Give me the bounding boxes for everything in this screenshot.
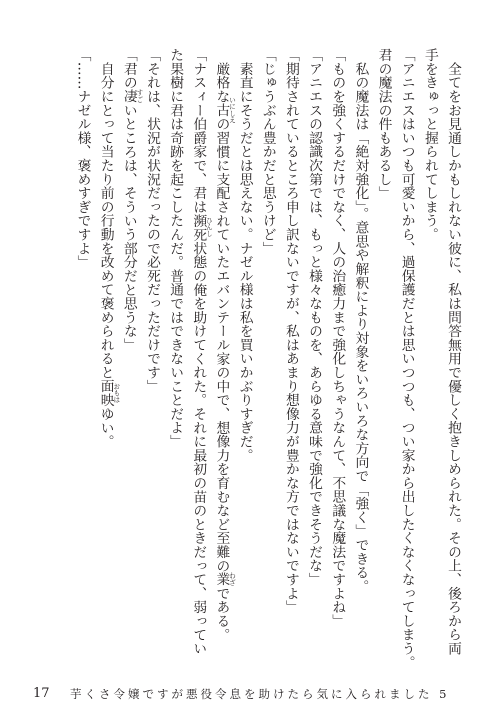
text-run: 手をきゅっと握られてしまう。 <box>421 48 438 242</box>
text-line <box>418 48 441 678</box>
text-run: ゆい。 <box>97 406 114 449</box>
text-run: の習慣に支配されていたエバンテール家の中で、想像力を育むなど至難の <box>213 117 230 573</box>
text-run: 厳格な <box>213 48 230 104</box>
text-line <box>256 48 279 678</box>
text-run: 「期待されているところ申し訳ないですが、私はあまり想像力が豊かな方ではないですよ」 <box>282 48 299 614</box>
text-line <box>186 48 213 678</box>
ruby-group <box>97 379 120 407</box>
text-run: た果樹に君は奇跡を起こしたんだ。普通ではできないことだよ」 <box>167 48 184 449</box>
text-line <box>163 48 186 678</box>
ruby-text: おもは <box>111 383 120 403</box>
ruby-base: 瀕死 <box>190 213 207 242</box>
ruby-group <box>213 572 236 587</box>
text-line <box>94 48 120 678</box>
ruby-base: 古 <box>213 103 230 118</box>
text-line <box>395 48 418 678</box>
text-run: 「アニエスはいつも可愛いから、過保護だとは思いつつも、つい家から出したくなくなってしまう。 <box>398 48 415 669</box>
page-number: 17 <box>33 686 50 701</box>
text-run: 状態の俺を助けてくれた。それに最初の苗のときだって、弱ってい <box>190 241 207 656</box>
page-footer <box>0 684 500 704</box>
ruby-base: 面映 <box>97 379 114 407</box>
ruby-base: 業 <box>213 572 230 587</box>
ruby-base: 凄 <box>120 89 137 104</box>
text-run: 「ものを強くするだけでなく、人の治癒力まで強化しちゃうなんて、不思議な魔法ですよね」 <box>329 48 346 628</box>
text-line <box>302 48 325 678</box>
text-line <box>325 48 348 678</box>
ruby-text: いにしえ <box>227 96 236 124</box>
text-run: 「ナスィー伯爵家で、君は <box>190 48 207 214</box>
ruby-group <box>120 89 143 104</box>
text-run: 「君の <box>120 48 137 90</box>
text-run: 自分にとって当たり前の行動を改めて褒められると <box>97 48 114 380</box>
ruby-text: わざ <box>227 572 236 586</box>
text-run: 「それは、状況が状況だったので必死だっただけです」 <box>143 48 160 393</box>
text-run: 全てをお見通しかもしれない彼に、私は問答無用で優しく抱きしめられた。その上、後ろから両 <box>445 48 461 656</box>
text-run: いところは、そういう部分だと思うな」 <box>120 103 137 352</box>
ruby-text: すご <box>134 89 143 103</box>
text-line <box>441 48 464 678</box>
ruby-group <box>190 213 213 242</box>
ruby-text: ひんし <box>204 217 213 238</box>
text-line <box>117 48 143 678</box>
text-line <box>279 48 302 678</box>
text-line <box>348 48 371 678</box>
text-run: 「アニエスの認識次第では、もっと様々なものを、あらゆる意味で強化できそうだな」 <box>306 48 323 587</box>
text-run: 素直にそうだとは思えない。ナゼル様は私を買いかぶりすぎだ。 <box>236 48 253 462</box>
text-run: 君の魔法の件もあるし」 <box>375 48 392 200</box>
text-run: 「じゅうぶん豊かだと思うけど」 <box>259 48 276 255</box>
text-run: 私の魔法は「絶対強化」。意思や解釈により対象をいろいろな方向で「強く」できる。 <box>352 48 369 594</box>
text-line <box>209 48 236 678</box>
text-line <box>140 48 163 678</box>
text-line <box>371 48 394 678</box>
running-title: 芋くさ令嬢ですが悪役令息を助けたら気に入られました 5 <box>70 687 450 701</box>
text-line <box>70 48 93 678</box>
text-run: 「……ナゼル様、褒めすぎですよ」 <box>74 48 91 269</box>
text-run: である。 <box>213 586 230 642</box>
ruby-group <box>213 96 236 124</box>
page-body <box>70 48 464 678</box>
